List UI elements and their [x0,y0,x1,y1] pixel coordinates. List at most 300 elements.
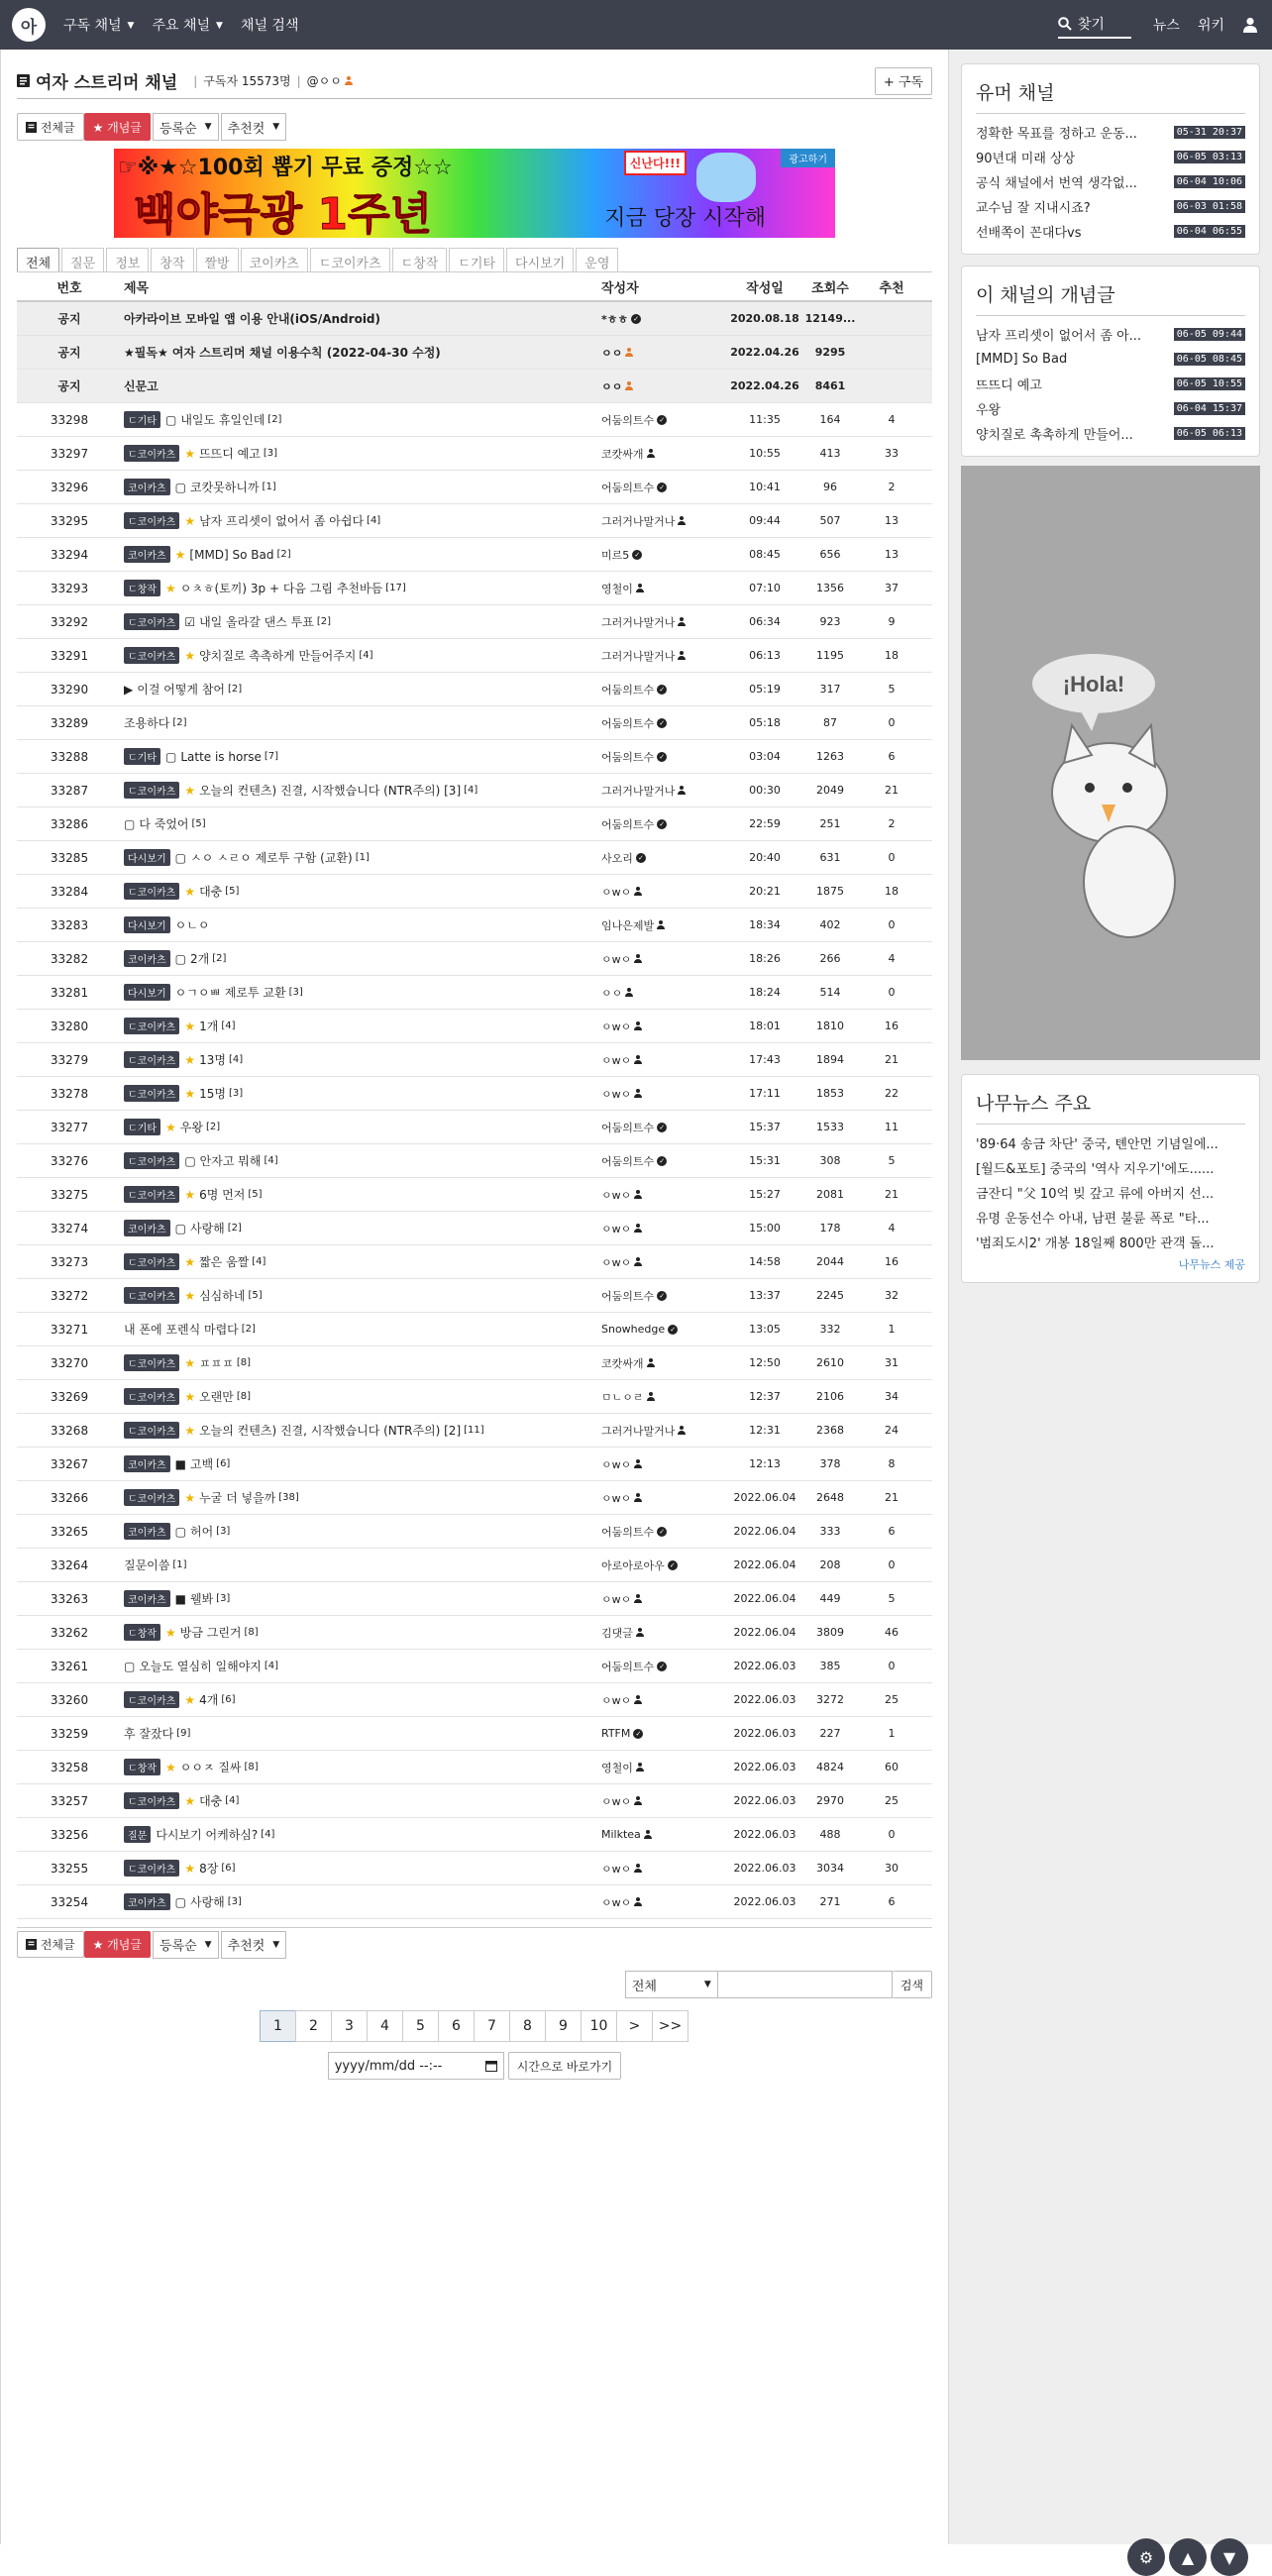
post-title-cell[interactable] [122,1826,597,1843]
card-title[interactable]: 유머 채널 [976,78,1245,114]
table-row[interactable] [17,1784,932,1818]
table-row[interactable] [17,605,932,639]
table-row[interactable] [17,976,932,1010]
category-badge[interactable]: ㄷ코이카츠 [124,1186,179,1203]
table-row[interactable] [17,1852,932,1885]
post-author[interactable] [597,985,728,1001]
post-title[interactable]: ㅍㅍㅍ [199,1356,234,1370]
table-row[interactable] [17,572,932,605]
post-title-cell[interactable] [122,984,597,1001]
post-author[interactable] [597,345,728,361]
sidebar-post-item[interactable] [976,194,1245,219]
tab-creation[interactable]: 창작 [151,248,193,271]
post-title-cell[interactable] [122,377,597,394]
post-author[interactable] [597,412,728,428]
post-author[interactable] [597,1120,728,1135]
post-author[interactable] [597,1591,728,1607]
notice-row[interactable] [17,336,932,370]
sort-select[interactable] [153,113,219,141]
post-author[interactable] [597,1659,728,1674]
post-title[interactable]: 이걸 어떻게 참어 [137,683,226,697]
category-badge[interactable]: 다시보기 [124,849,170,866]
table-row[interactable] [17,1717,932,1751]
user-icon [634,1190,642,1199]
post-title-cell[interactable] [122,681,597,698]
post-title-cell[interactable] [122,1388,597,1405]
post-title[interactable]: 다 죽었어 [139,817,189,831]
post-author[interactable] [597,1861,728,1877]
post-title[interactable]: Latte is horse [180,749,262,764]
post-title[interactable]: 안자고 뭐해 [199,1154,262,1168]
category-badge[interactable]: 다시보기 [124,984,170,1001]
news-item[interactable]: 유명 운동선수 아내, 남편 불륜 폭로 "타... [976,1212,1210,1227]
category-badge[interactable]: ㄷ코이카츠 [124,1253,179,1270]
notice-row[interactable] [17,302,932,336]
post-author[interactable] [597,749,728,765]
table-row[interactable] [17,1111,932,1144]
post-title[interactable]: 오늘의 컨텐츠) 진결, 시작했습니다 (NTR주의) [2] [199,1424,462,1438]
table-row[interactable] [17,1010,932,1043]
post-title-cell[interactable] [122,512,597,529]
post-title-cell[interactable] [122,1085,597,1102]
table-row[interactable] [17,807,932,841]
tab-d-koikatsu[interactable]: ㄷ코이카츠 [310,248,390,271]
category-badge[interactable]: ㄷ창작 [124,1624,160,1641]
post-title[interactable]: 고백 [189,1457,214,1471]
table-row[interactable] [17,909,932,942]
post-title[interactable]: 양치질로 촉촉하게 만들어주지 [199,649,357,663]
post-title[interactable]: 사랑해 [189,1222,225,1235]
nav-news-link[interactable]: 뉴스 [1152,18,1180,34]
post-author[interactable] [597,816,728,832]
category-badge[interactable]: ㄷ기타 [124,748,160,765]
post-title-cell[interactable] [122,1725,597,1742]
page-6-button[interactable]: 6 [438,2010,475,2042]
table-row[interactable] [17,1245,932,1279]
post-title[interactable]: 오늘의 컨텐츠) 진결, 시작했습니다 (NTR주의) [3] [199,784,462,798]
post-author[interactable] [597,1019,728,1034]
category-badge[interactable]: 질문 [124,1826,151,1843]
post-title-cell[interactable] [122,1119,597,1135]
page-5-button[interactable]: 5 [402,2010,439,2042]
post-author[interactable] [597,1254,728,1270]
post-title-cell[interactable] [122,1556,597,1573]
post-title[interactable]: [MMD] So Bad [189,547,274,562]
category-badge[interactable]: ㄷ창작 [124,580,160,596]
page-last-button[interactable]: >> [652,2010,689,2042]
post-title[interactable]: ㅇㄴㅇ [174,918,210,932]
category-badge[interactable]: ㄷ코이카츠 [124,613,179,630]
post-author[interactable] [597,1625,728,1641]
sidebar-post-item[interactable] [976,169,1245,194]
post-author[interactable] [597,378,728,394]
post-author[interactable] [597,581,728,596]
sort-select[interactable] [153,1931,219,1959]
post-author[interactable] [597,1389,728,1405]
post-title-cell[interactable] [122,1321,597,1338]
post-author[interactable] [597,1456,728,1472]
sidebar-post-item[interactable] [976,372,1245,396]
post-title-cell[interactable] [122,1860,597,1877]
post-title-cell[interactable] [122,1691,597,1708]
post-author[interactable] [597,1153,728,1169]
table-row[interactable] [17,1582,932,1616]
category-badge[interactable]: ㄷ기타 [124,411,160,428]
post-author[interactable] [597,480,728,495]
post-title[interactable]: 조용하다 [124,716,170,730]
sidebar-post-item[interactable] [976,219,1245,244]
all-posts-button[interactable] [17,113,84,141]
post-title[interactable]: 우왕 [179,1121,203,1134]
post-author[interactable] [597,614,728,630]
table-row[interactable] [17,1683,932,1717]
table-row[interactable] [17,1043,932,1077]
post-title-cell[interactable] [122,1253,597,1270]
post-author[interactable] [597,1288,728,1304]
post-title[interactable]: 내일 올라갈 댄스 투표 [199,615,314,629]
post-author[interactable] [597,1692,728,1708]
category-badge[interactable]: 코이카츠 [124,546,170,563]
category-badge[interactable]: ㄷ코이카츠 [124,1018,179,1034]
page-next-button[interactable]: > [616,2010,653,2042]
post-title[interactable]: 오늘도 열심히 일해야지 [139,1660,262,1673]
post-title-cell[interactable] [122,1759,597,1775]
post-title-cell[interactable] [122,1658,597,1674]
category-badge[interactable]: ㄷ창작 [124,1759,160,1775]
post-author[interactable] [597,951,728,967]
post-author[interactable] [597,547,728,563]
post-title[interactable]: 누굴 더 넣을까 [199,1491,276,1505]
channel-title[interactable]: 여자 스트리머 채널 [36,73,178,93]
recommend-cut-select[interactable] [221,113,287,141]
post-title-cell[interactable] [122,479,597,495]
post-title[interactable]: 허어 [189,1525,214,1539]
post-author[interactable] [597,1894,728,1910]
category-badge[interactable]: ㄷ코이카츠 [124,1860,179,1877]
category-badge[interactable]: ㄷ코이카츠 [124,1388,179,1405]
post-title[interactable]: 뜨뜨디 예고 [199,447,261,461]
table-row[interactable] [17,1380,932,1414]
category-badge[interactable]: 코이카츠 [124,950,170,967]
post-title-cell[interactable] [122,815,597,832]
post-author[interactable] [597,1828,728,1841]
post-title-cell[interactable] [122,748,597,765]
post-author[interactable] [597,1052,728,1068]
category-badge[interactable]: ㄷ코이카츠 [124,782,179,799]
page-7-button[interactable]: 7 [474,2010,510,2042]
table-row[interactable] [17,875,932,909]
category-badge[interactable]: 코이카츠 [124,1220,170,1236]
post-title-cell[interactable] [122,1455,597,1472]
news-item[interactable]: 금잔디 "父 10억 빚 갚고 류에 아버지 선... [976,1187,1215,1202]
category-badge[interactable]: ㄷ코이카츠 [124,1287,179,1304]
post-title[interactable]: 13명 [199,1053,226,1067]
news-item[interactable]: '89·64 송금 차단' 중국, 톈안먼 기념일에... [976,1137,1219,1152]
post-author[interactable] [597,1086,728,1102]
category-badge[interactable]: 코이카츠 [124,479,170,495]
post-author[interactable] [597,1760,728,1775]
post-title-cell[interactable] [122,310,597,327]
category-badge[interactable]: 코이카츠 [124,1455,170,1472]
sidebar-post-item[interactable] [976,120,1245,145]
post-title[interactable]: 내 폰에 포렌식 마렵다 [124,1323,239,1337]
subscribe-button[interactable]: + 구독 [875,67,932,95]
post-title[interactable]: 내일도 휴일인데 [180,413,265,427]
page-10-button[interactable]: 10 [581,2010,617,2042]
category-badge[interactable]: ㄷ코이카츠 [124,1489,179,1506]
search-scope-select[interactable] [625,1971,718,1998]
tab-d-etc[interactable]: ㄷ기타 [449,248,504,271]
post-title[interactable]: 짧은 움짤 [199,1255,250,1269]
post-title[interactable]: 사랑해 [189,1895,225,1909]
tab-meme[interactable]: 짤방 [196,248,239,271]
search-button[interactable]: 검색 [893,1971,932,1998]
table-row[interactable] [17,1279,932,1313]
table-row[interactable] [17,673,932,706]
table-row[interactable] [17,1313,932,1346]
post-title-cell[interactable] [122,445,597,462]
ad-link[interactable]: 광고하기 [781,149,835,167]
post-title[interactable]: 남자 프리셋이 없어서 좀 아쉽다 [199,514,365,528]
post-author[interactable] [597,1557,728,1573]
table-row[interactable] [17,1346,932,1380]
post-title[interactable]: 1개 [199,1020,219,1033]
post-author[interactable] [597,1793,728,1809]
post-title[interactable]: ㅅㅇ ㅅㄹㅇ 제로투 구함 (교환) [189,851,353,865]
post-title[interactable]: ㅇㄱㅇㅃ 제로투 교환 [174,986,286,1000]
post-title-cell[interactable] [122,714,597,731]
post-title-cell[interactable] [122,546,597,563]
provider-link[interactable]: 나무뉴스 [1178,1258,1221,1271]
channel-owner[interactable]: @ㅇㅇ [306,74,342,88]
table-row[interactable] [17,1481,932,1515]
post-title-cell[interactable] [122,1792,597,1809]
post-title-cell[interactable] [122,1422,597,1439]
post-title[interactable]: 코캇못하니까 [189,481,260,494]
best-posts-button[interactable]: ★ 개념글 [84,113,151,141]
category-badge[interactable]: 코이카츠 [124,1893,170,1910]
category-badge[interactable]: ㄷ코이카츠 [124,1422,179,1439]
ad-banner[interactable] [114,149,835,238]
nav-wiki-link[interactable]: 위키 [1197,18,1224,34]
notice-row[interactable] [17,370,932,403]
category-badge[interactable]: ㄷ코이카츠 [124,1152,179,1169]
post-author[interactable] [597,1187,728,1203]
post-title-cell[interactable] [122,580,597,596]
category-badge[interactable]: 다시보기 [124,916,170,933]
category-badge[interactable]: ㄷ코이카츠 [124,512,179,529]
post-title[interactable]: 4개 [199,1693,219,1707]
post-title[interactable]: 6명 먼저 [199,1188,246,1202]
card-title[interactable]: 이 채널의 개념글 [976,280,1245,316]
post-author[interactable] [597,446,728,462]
jump-to-time-button[interactable]: 시간으로 바로가기 [508,2052,622,2080]
post-title-cell[interactable] [122,1489,597,1506]
post-title[interactable]: ㅇㅊㅎ(토끼) 3p + 다음 그림 추천바듬 [179,582,383,595]
post-title-cell[interactable] [122,1893,597,1910]
best-posts-button[interactable]: ★ 개념글 [84,1931,151,1958]
category-badge[interactable]: ㄷ코이카츠 [124,1691,179,1708]
search-box[interactable] [1058,11,1131,39]
tab-question[interactable]: 질문 [61,248,104,271]
post-title[interactable]: 웰봐 [189,1592,214,1606]
post-title-cell[interactable] [122,1287,597,1304]
search-input[interactable] [718,1971,893,1998]
post-title-cell[interactable] [122,849,597,866]
category-badge[interactable]: ㄷ기타 [124,1119,160,1135]
sidebar-post-item[interactable] [976,322,1245,347]
tab-all[interactable]: 전체 [17,248,59,271]
post-title-cell[interactable] [122,916,597,933]
post-author[interactable] [597,311,728,327]
post-title-cell[interactable] [122,782,597,799]
all-posts-button[interactable] [17,1931,84,1958]
news-item[interactable]: '범죄도시2' 개봉 18일째 800만 관객 돌... [976,1236,1215,1251]
post-title[interactable]: 신문고 [124,379,159,393]
post-title-cell[interactable] [122,344,597,361]
table-row[interactable] [17,774,932,807]
table-row[interactable] [17,1818,932,1852]
table-row[interactable] [17,706,932,740]
table-row[interactable] [17,942,932,976]
recommend-cut-select[interactable] [221,1931,287,1959]
post-title[interactable]: 후 잘잤다 [124,1727,174,1741]
category-badge[interactable]: ㄷ코이카츠 [124,1792,179,1809]
page-1-button[interactable]: 1 [260,2010,296,2042]
table-row[interactable] [17,1448,932,1481]
tab-replay[interactable]: 다시보기 [506,248,574,271]
table-row[interactable] [17,740,932,774]
table-row[interactable] [17,471,932,504]
table-row[interactable] [17,1212,932,1245]
sidebar-post-item[interactable] [976,347,1245,372]
table-row[interactable] [17,841,932,875]
tab-operation[interactable]: 운영 [576,248,618,271]
page-9-button[interactable]: 9 [545,2010,582,2042]
table-row[interactable] [17,1077,932,1111]
post-title-cell[interactable] [122,1590,597,1607]
category-badge[interactable]: ㄷ코이카츠 [124,1085,179,1102]
tab-d-creation[interactable]: ㄷ창작 [392,248,448,271]
post-author[interactable] [597,682,728,698]
table-row[interactable] [17,1616,932,1650]
sidebar-post-item[interactable] [976,421,1245,446]
post-title-cell[interactable] [122,1018,597,1034]
post-author[interactable] [597,884,728,900]
table-row[interactable] [17,1178,932,1212]
post-title-cell[interactable] [122,950,597,967]
table-row[interactable] [17,1549,932,1582]
table-row[interactable] [17,1144,932,1178]
page-2-button[interactable]: 2 [295,2010,332,2042]
table-row[interactable] [17,403,932,437]
post-author[interactable] [597,715,728,731]
category-badge[interactable]: ㄷ코이카츠 [124,1051,179,1068]
table-row[interactable] [17,1515,932,1549]
post-title-cell[interactable] [122,411,597,428]
post-author[interactable] [597,783,728,799]
card-title[interactable]: 나무뉴스 주요 [976,1089,1245,1125]
post-title[interactable]: 오랜만 [199,1390,234,1404]
post-title[interactable]: 대충 [199,1794,223,1808]
post-title[interactable]: ★필독★ 여자 스트리머 채널 이용수칙 (2022-04-30 수정) [124,346,441,360]
post-title[interactable]: 2개 [189,952,210,966]
datetime-input[interactable] [328,2052,504,2080]
site-logo[interactable] [12,8,46,42]
post-author[interactable] [597,1727,728,1740]
category-badge[interactable]: 코이카츠 [124,1523,170,1540]
post-title[interactable]: 대충 [199,885,223,899]
post-title-cell[interactable] [122,1523,597,1540]
post-title[interactable]: 방금 그린거 [179,1626,242,1640]
post-title-cell[interactable] [122,883,597,900]
nav-main-channels[interactable] [152,15,222,35]
post-title[interactable]: 심심하네 [199,1289,246,1303]
category-badge[interactable]: ㄷ코이카츠 [124,883,179,900]
page-4-button[interactable]: 4 [367,2010,403,2042]
user-icon[interactable] [1242,17,1258,33]
post-title-cell[interactable] [122,613,597,630]
post-title[interactable]: 15명 [199,1087,226,1101]
tab-koikatsu[interactable]: 코이카츠 [241,248,308,271]
post-author[interactable] [597,1221,728,1236]
post-title-cell[interactable] [122,1354,597,1371]
post-title[interactable]: 8장 [199,1862,219,1876]
post-title[interactable]: 아카라이브 모바일 앱 이용 안내(iOS/Android) [124,312,381,326]
post-author[interactable] [597,513,728,529]
post-title-cell[interactable] [122,1186,597,1203]
table-row[interactable] [17,1885,932,1919]
post-title-cell[interactable] [122,1220,597,1236]
post-author[interactable] [597,917,728,933]
table-row[interactable] [17,1751,932,1784]
post-title-cell[interactable] [122,1624,597,1641]
post-title[interactable]: 질문이씀 [124,1558,170,1572]
table-row[interactable] [17,1650,932,1683]
post-title[interactable]: ㅇㅇㅈ 질싸 [179,1761,242,1774]
post-title-cell[interactable] [122,647,597,664]
post-author[interactable] [597,648,728,664]
post-title-cell[interactable] [122,1152,597,1169]
sidebar-post-item[interactable] [976,145,1245,169]
table-row[interactable] [17,437,932,471]
post-author[interactable] [597,1355,728,1371]
post-author[interactable] [597,1323,728,1336]
post-author[interactable] [597,1524,728,1540]
table-row[interactable] [17,639,932,673]
post-author[interactable] [597,1423,728,1439]
category-badge[interactable]: ㄷ코이카츠 [124,1354,179,1371]
page-8-button[interactable]: 8 [509,2010,546,2042]
nav-subscribed-channels[interactable] [63,15,134,35]
category-badge[interactable]: ㄷ코이카츠 [124,445,179,462]
tab-info[interactable]: 정보 [106,248,149,271]
table-row[interactable] [17,538,932,572]
sidebar-post-item[interactable] [976,396,1245,421]
page-3-button[interactable]: 3 [331,2010,368,2042]
post-title[interactable]: 다시보기 어케하심? [156,1828,259,1842]
category-badge[interactable]: ㄷ코이카츠 [124,647,179,664]
post-author[interactable] [597,1490,728,1506]
post-title-cell[interactable] [122,1051,597,1068]
nav-channel-search[interactable] [241,15,299,35]
category-badge[interactable]: 코이카츠 [124,1590,170,1607]
sidebar-ad[interactable] [961,466,1260,1060]
post-author[interactable] [597,850,728,866]
table-row[interactable] [17,504,932,538]
table-row[interactable] [17,1414,932,1448]
news-item[interactable]: [월드&포토] 중국의 '역사 지우기'에도...... [976,1162,1215,1177]
